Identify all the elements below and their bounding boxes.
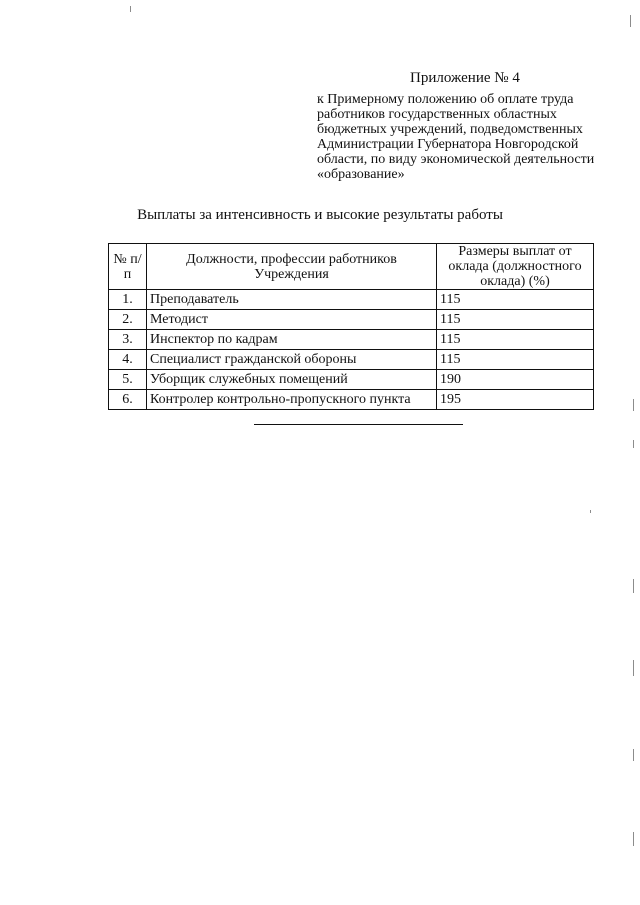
row-number: 5. bbox=[109, 370, 147, 390]
scan-artifact bbox=[633, 440, 634, 448]
table-row bbox=[109, 330, 594, 350]
appendix-description-line: Администрации Губернатора Новгородской bbox=[317, 137, 579, 152]
scan-artifact bbox=[130, 6, 131, 12]
table-row bbox=[109, 390, 594, 410]
header-amount: Размеры выплат от оклада (должностного оклада) (%) bbox=[437, 244, 594, 290]
document-heading: Выплаты за интенсивность и высокие результаты работы bbox=[137, 207, 503, 223]
row-position: Методист bbox=[147, 310, 437, 330]
appendix-description bbox=[317, 92, 617, 182]
table-header bbox=[109, 244, 594, 290]
row-number: 2. bbox=[109, 310, 147, 330]
row-position: Уборщик служебных помещений bbox=[147, 370, 437, 390]
scan-artifact bbox=[633, 660, 634, 676]
closing-rule bbox=[254, 424, 463, 425]
scan-artifact bbox=[633, 579, 634, 593]
row-number: 4. bbox=[109, 350, 147, 370]
row-amount: 115 bbox=[437, 310, 594, 330]
row-position: Инспектор по кадрам bbox=[147, 330, 437, 350]
payments-table bbox=[108, 243, 594, 410]
table-body bbox=[109, 290, 594, 410]
table-row bbox=[109, 310, 594, 330]
appendix-description-line: бюджетных учреждений, подведомственных bbox=[317, 122, 583, 137]
row-number: 1. bbox=[109, 290, 147, 310]
row-position: Контролер контрольно-пропускного пункта bbox=[147, 390, 437, 410]
table-row bbox=[109, 370, 594, 390]
scan-artifact bbox=[633, 749, 634, 761]
scan-artifact bbox=[633, 399, 634, 411]
table-header-row bbox=[109, 244, 594, 290]
row-amount: 115 bbox=[437, 350, 594, 370]
appendix-description-line: к Примерному положению об оплате труда bbox=[317, 92, 574, 107]
row-position: Преподаватель bbox=[147, 290, 437, 310]
appendix-description-line: работников государственных областных bbox=[317, 107, 557, 122]
row-amount: 115 bbox=[437, 290, 594, 310]
row-number: 3. bbox=[109, 330, 147, 350]
row-amount: 190 bbox=[437, 370, 594, 390]
scan-artifact bbox=[630, 15, 631, 27]
row-number: 6. bbox=[109, 390, 147, 410]
header-position: Должности, профессии работников Учреждения bbox=[147, 244, 437, 290]
header-number: № п/п bbox=[109, 244, 147, 290]
table-row bbox=[109, 290, 594, 310]
appendix-title: Приложение № 4 bbox=[410, 70, 520, 86]
appendix-description-line: «образование» bbox=[317, 167, 405, 182]
appendix-description-line: области, по виду экономической деятельности bbox=[317, 152, 595, 167]
row-amount: 115 bbox=[437, 330, 594, 350]
scan-artifact bbox=[590, 510, 591, 513]
table-row bbox=[109, 350, 594, 370]
row-position: Специалист гражданской обороны bbox=[147, 350, 437, 370]
scan-artifact bbox=[633, 832, 634, 846]
row-amount: 195 bbox=[437, 390, 594, 410]
